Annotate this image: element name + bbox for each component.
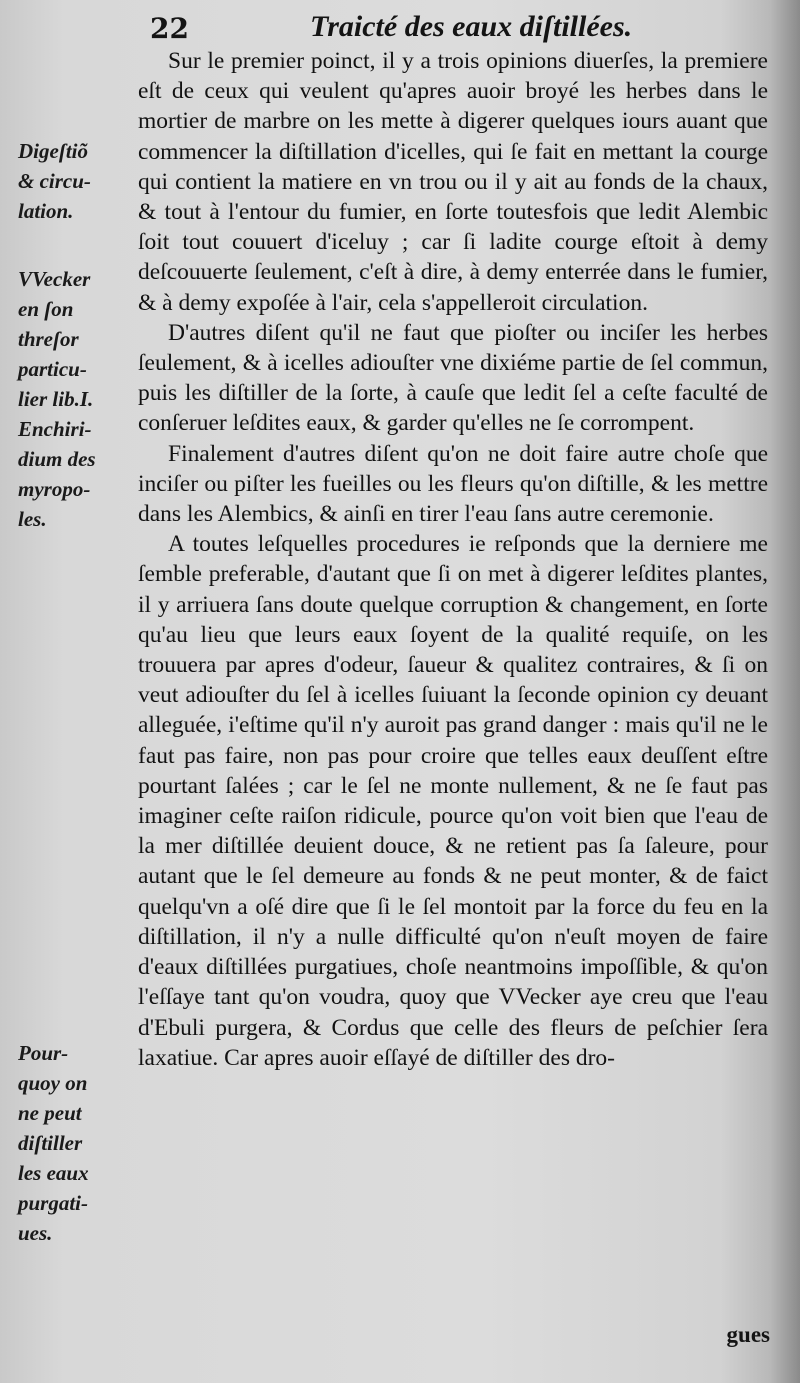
- margin-note-wecker: VVecker en ſon threſor particu- lier lib.I. Enchiri- dium des myropo- les.: [18, 267, 96, 531]
- page-number: 22: [150, 12, 189, 45]
- page-header: [150, 8, 790, 46]
- paragraph: Finalement d'autres diſent qu'on ne doit faire autre choſe que inciſer ou piſter les fueilles ou les fleurs qu'on diſtille, & les mettre dans les Alembics, & ainſi en tirer l'eau ſans autre ceremonie.: [138, 440, 768, 528]
- paragraph: A toutes leſquelles procedures ie reſponds que la derniere me ſemble preferable, d'autant que ſi on met à digerer leſdites plantes, il y arriuera ſans doute quelque corruption & changement, en ſorte qu'au lieu que leurs eaux ſoyent de la qualité requiſe, on les trouuera par apres d'odeur, ſaueur & qualitez contraires, & ſi on veut adiouſter du ſel à icelles ſuiuant la ſeconde opinion cy deuant alleguée, i'eſtime qu'il n'y auroit pas grand danger : mais qu'il ne le faut pas faire, non pas pour croire que telles eaux deuſſent eſtre pourtant ſalées ; car le ſel ne monte nullement, & ne ſe faut pas imaginer ceſte raiſon ridicule, pource qu'on voit bien que l'eau de la mer diſtillée deuient douce, & ne retient pas ſa ſaleure, pour autant que le ſel demeure au fonds & ne peut monter, & de faict quelqu'vn a oſé dire que ſi le ſel montoit par la force du feu en la diſtillation, il n'y a nulle difficulté qu'on n'euſt moyen de faire d'eaux diſtillées purgatiues, choſe neantmoins impoſſible, & qu'on l'eſſaye tant qu'on voudra, quoy que VVecker aye creu que l'eau d'Ebuli purgera, & Cordus que celle des fleurs de peſchier ſera laxatiue. Car apres auoir eſſayé de diſtiller des dro-: [138, 531, 768, 1071]
- running-title: Traicté des eaux diſtillées.: [310, 10, 633, 43]
- main-text: [138, 46, 768, 1073]
- catchword: gues: [726, 1322, 770, 1347]
- paragraph: Sur le premier poinct, il y a trois opinions diuerſes, la premiere eſt de ceux qui veulent qu'apres auoir broyé les herbes dans le mortier de marbre on les mette à digerer quelques iours auant que commencer la diſtillation d'icelles, qui ſe fait en mettant la courge qui contient la matiere en vn trou ou il y ait au fonds de la chaux, & tout à l'entour du fumier, en ſorte toutesfois que ledit Alembic ſoit tout couuert d'iceluy ; car ſi ladite courge eſtoit à demy deſcouuerte ſeulement, c'eſt à dire, à demy enterrée dans le fumier, & à demy expoſée à l'air, cela s'appelleroit circulation.: [138, 48, 768, 316]
- margin-note-digestion: Digeſtiõ & circu- lation.: [18, 139, 91, 223]
- page-edge-shadow: [770, 0, 800, 1383]
- paragraph: D'autres diſent qu'il ne faut que pioſter ou inciſer les herbes ſeulement, & à icelles adiouſter vne dixiéme partie de ſel commun, puis les diſtiller de la ſorte, à cauſe que ledit ſel a ceſte faculté de conſeruer leſdites eaux, & garder qu'elles ne ſe corrompent.: [138, 319, 768, 437]
- margin-note-purgatives: Pour- quoy on ne peut diſtiller les eaux purgati- ues.: [18, 1041, 89, 1245]
